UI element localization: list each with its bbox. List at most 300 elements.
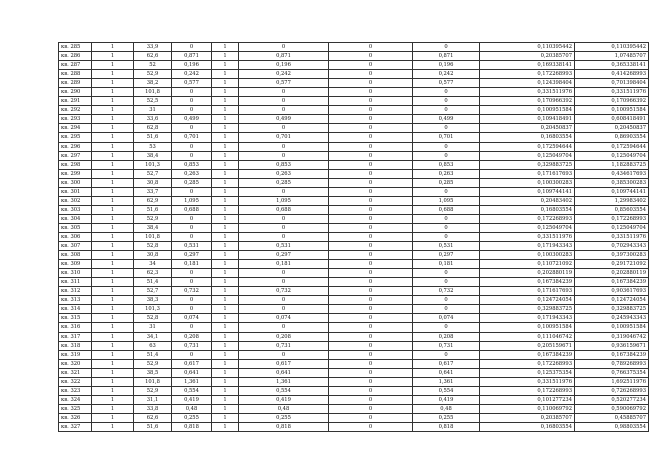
value-copy-cell: 0 [239, 350, 329, 359]
count-cell: 1 [92, 133, 134, 142]
count-cell: 1 [92, 151, 134, 160]
value-copy-cell: 0,871 [239, 52, 329, 61]
value-total-cell: 0 [413, 151, 480, 160]
flag-cell: 1 [212, 314, 239, 323]
share-cell: 0,100300283 [480, 178, 575, 187]
value-total-cell: 0,731 [413, 341, 480, 350]
flag-cell: 1 [212, 151, 239, 160]
sum-cell: 0,365338141 [575, 61, 649, 70]
zero-cell: 0 [329, 43, 413, 52]
value-total-cell: 0 [413, 88, 480, 97]
sum-cell: 1,182883725 [575, 160, 649, 169]
flag-cell: 1 [212, 422, 239, 431]
value-cell: 0,196 [172, 61, 212, 70]
share-cell: 0,20385707 [480, 413, 575, 422]
sum-cell: 0,936159671 [575, 341, 649, 350]
count-cell: 1 [92, 88, 134, 97]
count-cell: 1 [92, 242, 134, 251]
value-total-cell: 0 [413, 214, 480, 223]
zero-cell: 0 [329, 169, 413, 178]
value-total-cell: 0 [413, 142, 480, 151]
count-cell: 1 [92, 232, 134, 241]
sum-cell: 0,20450837 [575, 124, 649, 133]
share-cell: 0,331511976 [480, 377, 575, 386]
area-cell: 52,8 [134, 242, 172, 251]
zero-cell: 0 [329, 223, 413, 232]
share-cell: 0,20450837 [480, 124, 575, 133]
sum-cell: 0,726268993 [575, 386, 649, 395]
value-cell: 0 [172, 187, 212, 196]
flag-cell: 1 [212, 242, 239, 251]
zero-cell: 0 [329, 214, 413, 223]
value-copy-cell: 0,181 [239, 260, 329, 269]
value-total-cell: 0,871 [413, 52, 480, 61]
table-row [59, 368, 649, 377]
share-cell: 0,171617693 [480, 287, 575, 296]
value-cell: 0,499 [172, 115, 212, 124]
value-cell: 0 [172, 223, 212, 232]
area-cell: 101,8 [134, 88, 172, 97]
sum-cell: 0,100951584 [575, 106, 649, 115]
area-cell: 31,1 [134, 395, 172, 404]
value-copy-cell: 0,263 [239, 169, 329, 178]
flag-cell: 1 [212, 196, 239, 205]
zero-cell: 0 [329, 359, 413, 368]
zero-cell: 0 [329, 151, 413, 160]
count-cell: 1 [92, 323, 134, 332]
share-cell: 0,16803554 [480, 133, 575, 142]
sum-cell: 0,98803554 [575, 422, 649, 431]
share-cell: 0,109744141 [480, 187, 575, 196]
area-cell: 38,3 [134, 296, 172, 305]
apartment-cell: кв. 303 [59, 205, 92, 214]
table-row [59, 413, 649, 422]
area-cell: 52,9 [134, 70, 172, 79]
share-cell: 0,124398404 [480, 79, 575, 88]
share-cell: 0,329883725 [480, 160, 575, 169]
zero-cell: 0 [329, 196, 413, 205]
share-cell: 0,124724054 [480, 296, 575, 305]
value-total-cell: 0,577 [413, 79, 480, 88]
sum-cell: 0,109744141 [575, 187, 649, 196]
value-copy-cell: 0,196 [239, 61, 329, 70]
share-cell: 0,170966392 [480, 97, 575, 106]
share-cell: 0,205159671 [480, 341, 575, 350]
apartment-cell: кв. 304 [59, 214, 92, 223]
value-copy-cell: 0 [239, 88, 329, 97]
count-cell: 1 [92, 395, 134, 404]
zero-cell: 0 [329, 242, 413, 251]
count-cell: 1 [92, 332, 134, 341]
area-cell: 62,9 [134, 196, 172, 205]
area-cell: 101,8 [134, 232, 172, 241]
value-total-cell: 0 [413, 232, 480, 241]
sum-cell: 0,202880119 [575, 269, 649, 278]
count-cell: 1 [92, 296, 134, 305]
value-copy-cell: 0 [239, 97, 329, 106]
value-cell: 0 [172, 269, 212, 278]
apartment-cell: кв. 302 [59, 196, 92, 205]
apartment-cell: кв. 308 [59, 251, 92, 260]
sum-cell: 1,07485707 [575, 52, 649, 61]
value-copy-cell: 0,732 [239, 287, 329, 296]
area-cell: 33,9 [134, 43, 172, 52]
apartment-cell: кв. 326 [59, 413, 92, 422]
flag-cell: 1 [212, 88, 239, 97]
value-total-cell: 0,48 [413, 404, 480, 413]
count-cell: 1 [92, 377, 134, 386]
count-cell: 1 [92, 97, 134, 106]
value-total-cell: 0,074 [413, 314, 480, 323]
count-cell: 1 [92, 160, 134, 169]
sum-cell: 0,520277234 [575, 395, 649, 404]
area-cell: 101,3 [134, 160, 172, 169]
area-cell: 38,4 [134, 151, 172, 160]
area-cell: 52,5 [134, 97, 172, 106]
table-row [59, 395, 649, 404]
value-cell: 0,853 [172, 160, 212, 169]
zero-cell: 0 [329, 124, 413, 133]
value-copy-cell: 0,297 [239, 251, 329, 260]
area-cell: 62,6 [134, 52, 172, 61]
value-total-cell: 0,196 [413, 61, 480, 70]
area-cell: 30,8 [134, 251, 172, 260]
value-cell: 0,577 [172, 79, 212, 88]
value-cell: 0,554 [172, 386, 212, 395]
zero-cell: 0 [329, 88, 413, 97]
value-cell: 0 [172, 323, 212, 332]
value-total-cell: 0 [413, 323, 480, 332]
share-cell: 0,110069792 [480, 404, 575, 413]
value-cell: 0 [172, 88, 212, 97]
area-cell: 52,9 [134, 214, 172, 223]
value-cell: 0,701 [172, 133, 212, 142]
apartment-cell: кв. 320 [59, 359, 92, 368]
value-copy-cell: 0 [239, 106, 329, 115]
area-cell: 101,8 [134, 377, 172, 386]
count-cell: 1 [92, 79, 134, 88]
table-row [59, 142, 649, 151]
sum-cell: 0,385300283 [575, 178, 649, 187]
sum-cell: 0,245943343 [575, 314, 649, 323]
zero-cell: 0 [329, 260, 413, 269]
sum-cell: 0,702943343 [575, 242, 649, 251]
count-cell: 1 [92, 251, 134, 260]
table-row [59, 296, 649, 305]
value-total-cell: 0 [413, 187, 480, 196]
value-cell: 0 [172, 142, 212, 151]
value-cell: 0,419 [172, 395, 212, 404]
value-copy-cell: 0 [239, 124, 329, 133]
share-cell: 0,101277234 [480, 395, 575, 404]
count-cell: 1 [92, 404, 134, 413]
value-cell: 0,263 [172, 169, 212, 178]
area-cell: 38,2 [134, 79, 172, 88]
table-row [59, 151, 649, 160]
value-copy-cell: 0 [239, 269, 329, 278]
table-row [59, 287, 649, 296]
apartment-cell: кв. 295 [59, 133, 92, 142]
apartment-cell: кв. 322 [59, 377, 92, 386]
zero-cell: 0 [329, 70, 413, 79]
count-cell: 1 [92, 278, 134, 287]
flag-cell: 1 [212, 97, 239, 106]
apartment-cell: кв. 309 [59, 260, 92, 269]
table-row [59, 169, 649, 178]
share-cell: 0,100300283 [480, 251, 575, 260]
count-cell: 1 [92, 178, 134, 187]
area-cell: 52 [134, 61, 172, 70]
value-cell: 0,688 [172, 205, 212, 214]
value-cell: 0,48 [172, 404, 212, 413]
value-cell: 0 [172, 296, 212, 305]
area-cell: 30,8 [134, 178, 172, 187]
count-cell: 1 [92, 106, 134, 115]
table-row [59, 314, 649, 323]
value-total-cell: 1,095 [413, 196, 480, 205]
table-row [59, 97, 649, 106]
sum-cell: 0,608418491 [575, 115, 649, 124]
value-cell: 0 [172, 214, 212, 223]
value-cell: 0,285 [172, 178, 212, 187]
share-cell: 0,125375354 [480, 368, 575, 377]
value-copy-cell: 0,531 [239, 242, 329, 251]
value-copy-cell: 0 [239, 232, 329, 241]
sum-cell: 0,45885707 [575, 413, 649, 422]
count-cell: 1 [92, 223, 134, 232]
count-cell: 1 [92, 196, 134, 205]
share-cell: 0,125049704 [480, 223, 575, 232]
value-cell: 0 [172, 350, 212, 359]
value-copy-cell: 0,074 [239, 314, 329, 323]
apartment-cell: кв. 311 [59, 278, 92, 287]
sum-cell: 0,903617693 [575, 287, 649, 296]
value-copy-cell: 0,577 [239, 79, 329, 88]
count-cell: 1 [92, 314, 134, 323]
zero-cell: 0 [329, 332, 413, 341]
value-total-cell: 0,554 [413, 386, 480, 395]
value-total-cell: 1,361 [413, 377, 480, 386]
value-copy-cell: 0 [239, 296, 329, 305]
apartment-cell: кв. 289 [59, 79, 92, 88]
area-cell: 31 [134, 106, 172, 115]
count-cell: 1 [92, 368, 134, 377]
flag-cell: 1 [212, 359, 239, 368]
share-cell: 0,171943343 [480, 314, 575, 323]
table-row [59, 43, 649, 52]
share-cell: 0,100951584 [480, 323, 575, 332]
table-row [59, 106, 649, 115]
value-copy-cell: 0,853 [239, 160, 329, 169]
zero-cell: 0 [329, 422, 413, 431]
count-cell: 1 [92, 422, 134, 431]
value-copy-cell: 0 [239, 142, 329, 151]
table-row [59, 205, 649, 214]
apartment-table [58, 42, 649, 432]
share-cell: 0,110395442 [480, 43, 575, 52]
count-cell: 1 [92, 187, 134, 196]
area-cell: 31 [134, 323, 172, 332]
sum-cell: 0,125049704 [575, 151, 649, 160]
value-copy-cell: 0,701 [239, 133, 329, 142]
apartment-cell: кв. 296 [59, 142, 92, 151]
value-copy-cell: 0,285 [239, 178, 329, 187]
value-cell: 0,297 [172, 251, 212, 260]
sum-cell: 0,590069792 [575, 404, 649, 413]
share-cell: 0,16803554 [480, 422, 575, 431]
apartment-cell: кв. 307 [59, 242, 92, 251]
value-cell: 0,531 [172, 242, 212, 251]
table-row [59, 133, 649, 142]
count-cell: 1 [92, 142, 134, 151]
value-cell: 0 [172, 106, 212, 115]
value-cell: 0 [172, 151, 212, 160]
apartment-cell: кв. 310 [59, 269, 92, 278]
value-total-cell: 0 [413, 278, 480, 287]
table-row [59, 52, 649, 61]
flag-cell: 1 [212, 43, 239, 52]
sum-cell: 1,29983402 [575, 196, 649, 205]
share-cell: 0,125049704 [480, 151, 575, 160]
sum-cell: 0,414268993 [575, 70, 649, 79]
share-cell: 0,169338141 [480, 61, 575, 70]
value-total-cell: 0,701 [413, 133, 480, 142]
zero-cell: 0 [329, 305, 413, 314]
sum-cell: 0,167384239 [575, 350, 649, 359]
value-cell: 0 [172, 97, 212, 106]
area-cell: 34,1 [134, 332, 172, 341]
apartment-cell: кв. 317 [59, 332, 92, 341]
table-row [59, 187, 649, 196]
share-cell: 0,331511976 [480, 232, 575, 241]
flag-cell: 1 [212, 124, 239, 133]
count-cell: 1 [92, 305, 134, 314]
sum-cell: 0,397300283 [575, 251, 649, 260]
zero-cell: 0 [329, 106, 413, 115]
sum-cell: 0,329883725 [575, 305, 649, 314]
sum-cell: 0,766375354 [575, 368, 649, 377]
value-total-cell: 0,181 [413, 260, 480, 269]
share-cell: 0,167384239 [480, 350, 575, 359]
sum-cell: 0,86903554 [575, 133, 649, 142]
area-cell: 38,4 [134, 223, 172, 232]
apartment-cell: кв. 305 [59, 223, 92, 232]
zero-cell: 0 [329, 160, 413, 169]
zero-cell: 0 [329, 287, 413, 296]
area-cell: 51,6 [134, 422, 172, 431]
value-total-cell: 0 [413, 350, 480, 359]
value-cell: 0 [172, 43, 212, 52]
count-cell: 1 [92, 341, 134, 350]
count-cell: 1 [92, 52, 134, 61]
count-cell: 1 [92, 70, 134, 79]
share-cell: 0,172268993 [480, 214, 575, 223]
flag-cell: 1 [212, 404, 239, 413]
value-cell: 1,361 [172, 377, 212, 386]
value-copy-cell: 0,48 [239, 404, 329, 413]
apartment-cell: кв. 314 [59, 305, 92, 314]
area-cell: 34 [134, 260, 172, 269]
zero-cell: 0 [329, 314, 413, 323]
flag-cell: 1 [212, 377, 239, 386]
share-cell: 0,100951584 [480, 106, 575, 115]
apartment-cell: кв. 325 [59, 404, 92, 413]
value-total-cell: 0,285 [413, 178, 480, 187]
flag-cell: 1 [212, 323, 239, 332]
sum-cell: 0,319046742 [575, 332, 649, 341]
table-row [59, 79, 649, 88]
table-row [59, 251, 649, 260]
apartment-cell: кв. 287 [59, 61, 92, 70]
value-total-cell: 0,732 [413, 287, 480, 296]
area-cell: 62,8 [134, 124, 172, 133]
table-row [59, 305, 649, 314]
zero-cell: 0 [329, 133, 413, 142]
area-cell: 62,6 [134, 413, 172, 422]
count-cell: 1 [92, 413, 134, 422]
count-cell: 1 [92, 205, 134, 214]
area-cell: 33,6 [134, 115, 172, 124]
value-cell: 0,731 [172, 341, 212, 350]
apartment-cell: кв. 312 [59, 287, 92, 296]
flag-cell: 1 [212, 169, 239, 178]
value-cell: 0,641 [172, 368, 212, 377]
value-cell: 0,074 [172, 314, 212, 323]
table-row [59, 404, 649, 413]
value-cell: 0,617 [172, 359, 212, 368]
share-cell: 0,172594644 [480, 142, 575, 151]
flag-cell: 1 [212, 232, 239, 241]
zero-cell: 0 [329, 350, 413, 359]
value-total-cell: 0 [413, 124, 480, 133]
area-cell: 52,9 [134, 386, 172, 395]
apartment-cell: кв. 285 [59, 43, 92, 52]
value-total-cell: 0,208 [413, 332, 480, 341]
count-cell: 1 [92, 287, 134, 296]
value-total-cell: 0 [413, 269, 480, 278]
flag-cell: 1 [212, 115, 239, 124]
share-cell: 0,167384239 [480, 278, 575, 287]
table-row [59, 115, 649, 124]
value-copy-cell: 0 [239, 305, 329, 314]
value-total-cell: 0 [413, 97, 480, 106]
share-cell: 0,20385707 [480, 52, 575, 61]
apartment-cell: кв. 294 [59, 124, 92, 133]
count-cell: 1 [92, 386, 134, 395]
apartment-cell: кв. 299 [59, 169, 92, 178]
count-cell: 1 [92, 269, 134, 278]
flag-cell: 1 [212, 368, 239, 377]
flag-cell: 1 [212, 269, 239, 278]
apartment-cell: кв. 323 [59, 386, 92, 395]
table-row [59, 341, 649, 350]
count-cell: 1 [92, 115, 134, 124]
flag-cell: 1 [212, 106, 239, 115]
zero-cell: 0 [329, 296, 413, 305]
apartment-cell: кв. 324 [59, 395, 92, 404]
share-cell: 0,20483402 [480, 196, 575, 205]
apartment-cell: кв. 298 [59, 160, 92, 169]
apartment-cell: кв. 315 [59, 314, 92, 323]
flag-cell: 1 [212, 133, 239, 142]
sum-cell: 0,100951584 [575, 323, 649, 332]
zero-cell: 0 [329, 269, 413, 278]
share-cell: 0,329883725 [480, 305, 575, 314]
value-copy-cell: 0,641 [239, 368, 329, 377]
value-total-cell: 0,641 [413, 368, 480, 377]
value-copy-cell: 0,419 [239, 395, 329, 404]
area-cell: 62,3 [134, 269, 172, 278]
